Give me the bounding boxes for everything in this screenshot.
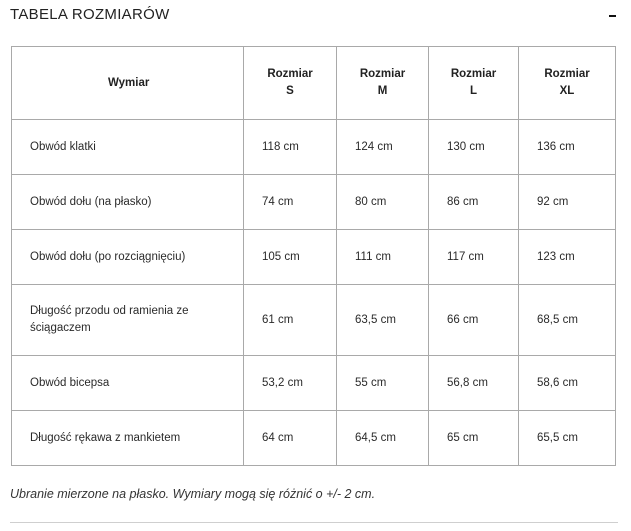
header-cell-size-xl: Rozmiar XL	[519, 47, 616, 120]
header-cell-size-m: Rozmiar M	[337, 47, 429, 120]
value-cell: 64,5 cm	[337, 411, 429, 466]
value-cell: 123 cm	[519, 230, 616, 285]
value-cell: 105 cm	[244, 230, 337, 285]
value-cell: 74 cm	[244, 175, 337, 230]
value-cell: 64 cm	[244, 411, 337, 466]
value-cell: 118 cm	[244, 120, 337, 175]
size-chart-header[interactable]	[10, 0, 618, 34]
table-header-row	[12, 47, 616, 120]
header-cell-dimension: Wymiar	[12, 47, 244, 120]
value-cell: 86 cm	[429, 175, 519, 230]
value-cell: 80 cm	[337, 175, 429, 230]
header-cell-size-l: Rozmiar L	[429, 47, 519, 120]
value-cell: 53,2 cm	[244, 356, 337, 411]
header-cell-size-s: Rozmiar S	[244, 47, 337, 120]
table-row	[12, 285, 616, 356]
row-label-cell: Obwód dołu (po rozciągnięciu)	[12, 230, 244, 285]
table-row	[12, 120, 616, 175]
value-cell: 58,6 cm	[519, 356, 616, 411]
value-cell: 68,5 cm	[519, 285, 616, 356]
value-cell: 111 cm	[337, 230, 429, 285]
value-cell: 136 cm	[519, 120, 616, 175]
value-cell: 65 cm	[429, 411, 519, 466]
collapse-minus-icon[interactable]	[600, 4, 618, 24]
table-row	[12, 356, 616, 411]
value-cell: 117 cm	[429, 230, 519, 285]
value-cell: 55 cm	[337, 356, 429, 411]
divider	[10, 522, 618, 523]
value-cell: 61 cm	[244, 285, 337, 356]
row-label-cell: Obwód bicepsa	[12, 356, 244, 411]
value-cell: 56,8 cm	[429, 356, 519, 411]
table-row	[12, 175, 616, 230]
value-cell: 66 cm	[429, 285, 519, 356]
section-title: TABELA ROZMIARÓW	[10, 6, 170, 23]
table-row	[12, 411, 616, 466]
row-label-cell: Obwód dołu (na płasko)	[12, 175, 244, 230]
measurement-note: Ubranie mierzone na płasko. Wymiary mogą się różnić o +/- 2 cm.	[10, 487, 376, 501]
row-label-cell: Długość przodu od ramienia ze ściągaczem	[12, 285, 244, 356]
table-row	[12, 230, 616, 285]
value-cell: 92 cm	[519, 175, 616, 230]
row-label-cell: Obwód klatki	[12, 120, 244, 175]
value-cell: 65,5 cm	[519, 411, 616, 466]
size-table	[11, 46, 616, 466]
value-cell: 130 cm	[429, 120, 519, 175]
row-label-cell: Długość rękawa z mankietem	[12, 411, 244, 466]
value-cell: 63,5 cm	[337, 285, 429, 356]
value-cell: 124 cm	[337, 120, 429, 175]
